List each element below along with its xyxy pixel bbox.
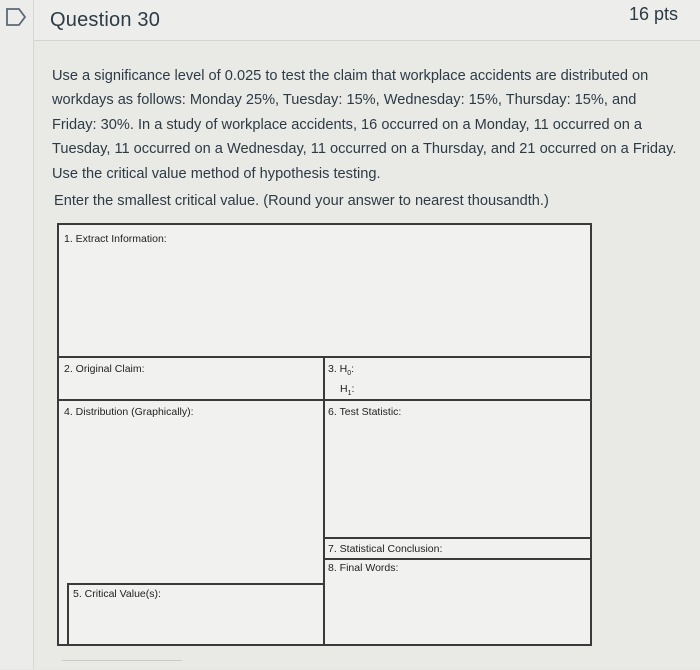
question-points: 16 pts	[628, 4, 678, 24]
divider	[323, 558, 590, 560]
extract-info-label: 1. Extract Information:	[64, 233, 167, 245]
question-prompt: Enter the smallest critical value. (Round your answer to nearest thousandth.)	[54, 193, 549, 209]
critical-values-label: 5. Critical Value(s):	[73, 588, 161, 600]
bookmark-flag-icon[interactable]	[4, 6, 28, 28]
divider	[67, 583, 325, 585]
question-header	[34, 0, 700, 41]
divider	[323, 537, 590, 539]
question-text: Use a significance level of 0.025 to test the claim that workplace accidents are distributed on workdays as follows: Monday 25%, Tuesday: 15%, Wednesday: 15%, Thursday: 15%, and Friday: 30%. In a study of workplace accidents, 16 occurred on a Monday, 11 occurred on a Tuesday, 11 occurred on a Wednesday, 11 occurred on a Thursday, and 21 occurred on a Friday. Use the critical value method of hypothesis testing.	[52, 68, 677, 182]
question-title: Question 30	[50, 9, 161, 31]
null-hypothesis-label: 3. $H_0$:	[328, 363, 355, 378]
distribution-label: 4. Distribution (Graphically):	[64, 406, 194, 418]
question-sidebar	[0, 0, 34, 669]
divider	[323, 356, 325, 644]
divider	[67, 583, 69, 644]
final-words-label: 8. Final Words:	[328, 562, 399, 574]
original-claim-label: 2. Original Claim:	[64, 363, 145, 375]
statistical-conclusion-label: 7. Statistical Conclusion:	[328, 543, 443, 555]
test-statistic-label: 6. Test Statistic:	[328, 406, 402, 418]
hypothesis-worksheet-image	[57, 223, 592, 646]
alt-hypothesis-label: $H_1$:	[340, 383, 355, 398]
